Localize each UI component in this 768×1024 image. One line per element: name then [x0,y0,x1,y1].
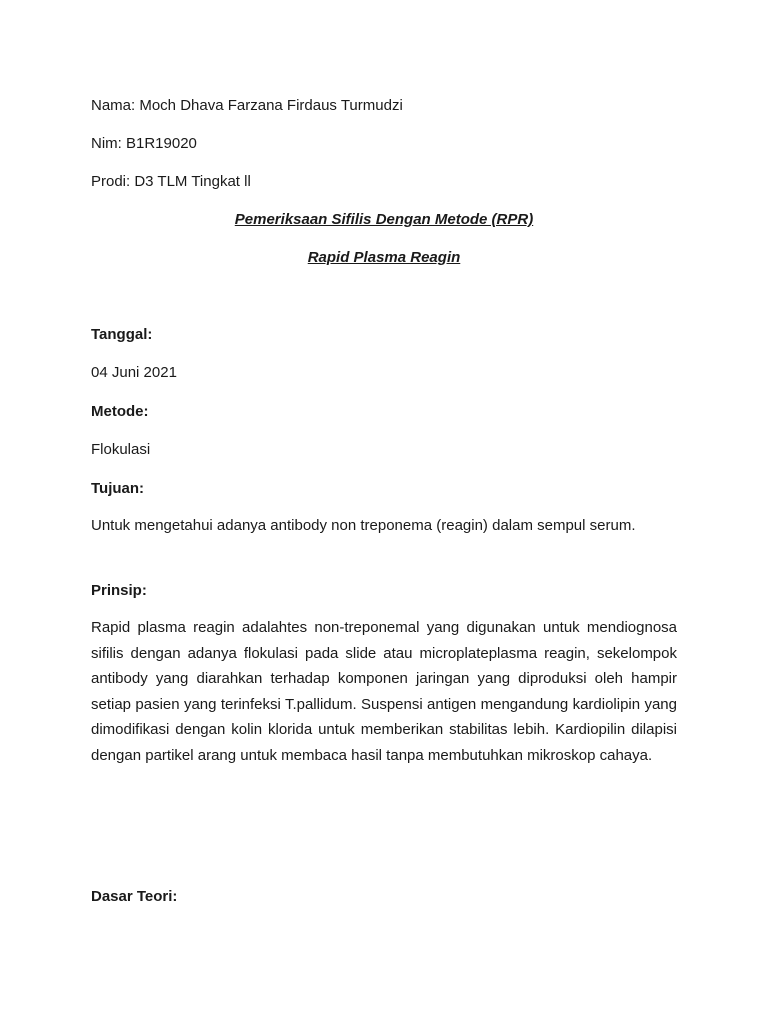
prinsip-heading: Prinsip: [91,582,147,599]
metode-value: Flokulasi [91,441,151,458]
student-prodi: Prodi: D3 TLM Tingkat ll [91,173,251,190]
student-name: Nama: Moch Dhava Farzana Firdaus Turmudzi [91,97,403,114]
dasar-teori-heading: Dasar Teori: [91,888,178,905]
document-title: Pemeriksaan Sifilis Dengan Metode (RPR) [234,211,534,228]
tujuan-paragraph: Untuk mengetahui adanya antibody non treponema (reagin) dalam sempul serum. [91,517,636,534]
tanggal-value: 04 Juni 2021 [91,364,177,381]
document-subtitle: Rapid Plasma Reagin [307,249,461,266]
metode-heading: Metode: [91,403,149,420]
tanggal-heading: Tanggal: [91,326,153,343]
student-nim: Nim: B1R19020 [91,135,197,152]
tujuan-heading: Tujuan: [91,480,145,497]
prinsip-paragraph: Rapid plasma reagin adalahtes non-treponemal yang digunakan untuk mendiognosa sifilis dengan adanya flokulasi pada slide atau microplateplasma reagin, sekelompok antibody yang diarahkan terhadap komponen jaringan yang diproduksi oleh hampir setiap pasien yang terinfeksi T.pallidum. Suspensi antigen mengandung kardiolipin yang dimodifikasi dengan kolin klorida untuk memberikan stabilitas lebih. Kardiopilin dilapisi dengan partikel arang untuk membaca hasil tanpa membutuhkan mikroskop cahaya. [91,619,677,764]
